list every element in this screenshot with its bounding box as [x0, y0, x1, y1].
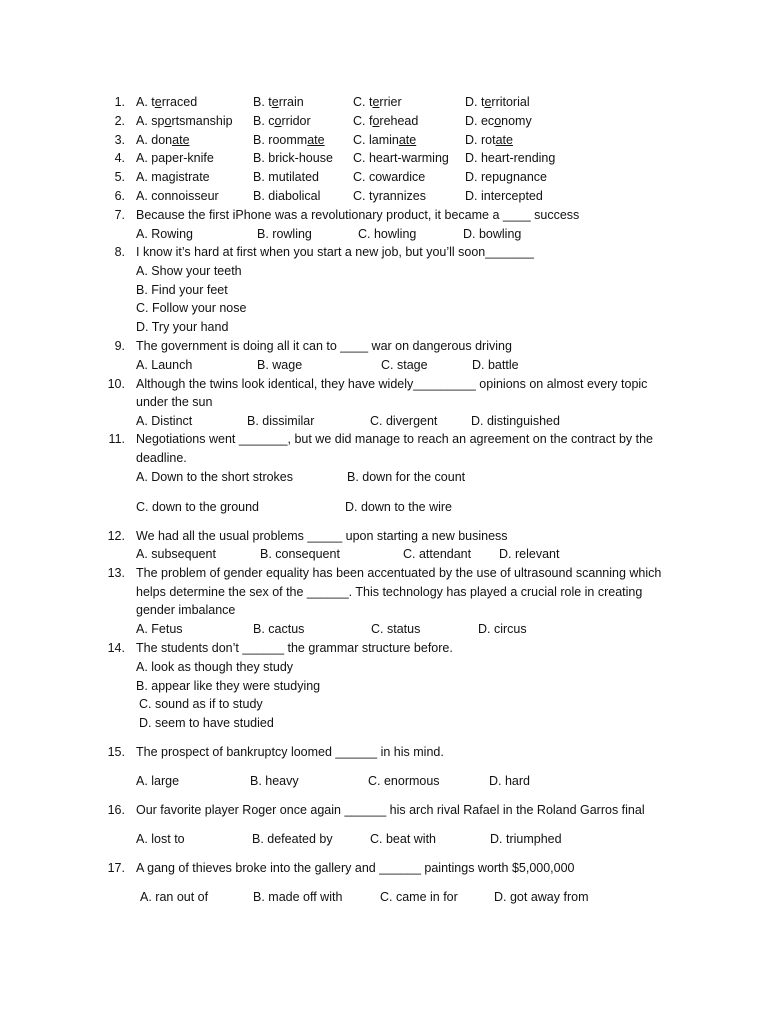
question-stem-line: Our favorite player Roger once again ______ his arch rival Rafael in the Roland Garros final [136, 803, 645, 817]
question-stem-line: Because the first iPhone was a revolutionary product, it became a ____ success [136, 208, 580, 222]
question-stem-line: I know it’s hard at first when you start a new job, but you’ll soon_______ [136, 245, 534, 259]
answer-option[interactable]: D. got away from [494, 890, 589, 904]
question-number: 7. [114, 208, 125, 222]
answer-option[interactable]: B. heavy [250, 774, 299, 788]
answer-option[interactable] [353, 151, 449, 166]
option-text-segment: nomy [501, 114, 532, 128]
option-text-segment: B. roomm [253, 133, 308, 147]
question-stem-line: helps determine the sex of the ______. This technology has played a crucial role in creating [136, 585, 643, 599]
answer-option[interactable]: B. cactus [253, 622, 305, 636]
answer-option[interactable]: B. wage [257, 358, 303, 372]
answer-option[interactable]: A. Down to the short strokes [136, 470, 294, 484]
option-text-segment: A. don [136, 133, 173, 147]
underlined-segment: e [154, 95, 162, 109]
question-number: 5. [114, 170, 125, 184]
question-number: 2. [114, 114, 125, 128]
option-text-segment: D. rot [465, 133, 496, 147]
answer-option[interactable]: D. hard [489, 774, 530, 788]
answer-option[interactable] [353, 114, 418, 129]
option-text-segment: D. t [465, 95, 485, 109]
question-stem-line: deadline. [136, 451, 187, 465]
answer-option[interactable]: C. attendant [403, 547, 472, 561]
answer-option[interactable] [253, 151, 333, 166]
answer-option[interactable] [465, 133, 513, 148]
answer-option[interactable]: A. lost to [136, 832, 185, 846]
option-text-segment: B. diabolical [253, 189, 321, 203]
question-number: 8. [114, 245, 125, 259]
option-text-segment: rraced [161, 95, 198, 109]
underlined-segment: ate [495, 133, 513, 147]
answer-option[interactable]: D. battle [472, 358, 519, 372]
answer-option[interactable]: A. ran out of [140, 890, 209, 904]
answer-option[interactable]: A. look as though they study [136, 660, 294, 674]
option-text-segment: C. tyrannizes [353, 189, 426, 203]
answer-option[interactable] [136, 133, 190, 148]
question-number: 11. [108, 432, 125, 446]
question-number: 9. [114, 339, 125, 353]
answer-option[interactable]: D. Try your hand [136, 320, 229, 334]
question-stem-line: The government is doing all it can to ____ war on dangerous driving [136, 339, 512, 353]
answer-option[interactable]: A. subsequent [136, 547, 216, 561]
answer-option[interactable]: B. rowling [257, 227, 312, 241]
underlined-segment: e [271, 95, 279, 109]
option-text-segment: B. mutilated [253, 170, 320, 184]
answer-option[interactable] [136, 189, 219, 204]
option-text-segment: D. repugnance [465, 170, 548, 184]
answer-option[interactable] [465, 95, 530, 110]
answer-option[interactable]: C. sound as if to study [139, 697, 263, 711]
answer-option[interactable]: B. made off with [253, 890, 343, 904]
answer-option[interactable]: C. status [371, 622, 421, 636]
option-text-segment: A. t [136, 95, 155, 109]
answer-option[interactable]: A. Show your teeth [136, 264, 242, 278]
option-text-segment: rehead [379, 114, 419, 128]
question-number: 4. [114, 151, 125, 165]
question-number: 10. [107, 377, 125, 391]
option-text-segment: C. cowardice [353, 170, 426, 184]
answer-option[interactable]: C. divergent [370, 414, 438, 428]
question-number: 3. [114, 133, 125, 147]
answer-option[interactable] [465, 114, 532, 129]
answer-option[interactable]: C. Follow your nose [136, 301, 247, 315]
option-text-segment: rridor [281, 114, 311, 128]
question-number: 14. [107, 641, 125, 655]
underlined-segment: o [274, 114, 282, 128]
question-stem-line: Negotiations went _______, but we did manage to reach an agreement on the contract by the [136, 432, 654, 446]
answer-option[interactable]: B. Find your feet [136, 283, 228, 297]
question-number: 12. [107, 529, 125, 543]
answer-option[interactable] [353, 189, 426, 204]
answer-option[interactable] [136, 95, 197, 110]
answer-option[interactable]: C. came in for [380, 890, 458, 904]
question-number: 17. [107, 861, 125, 875]
option-text-segment: D. ec [465, 114, 495, 128]
question-stem-line: gender imbalance [136, 603, 236, 617]
answer-option[interactable]: B. appear like they were studying [136, 679, 321, 693]
answer-option[interactable]: A. large [136, 774, 180, 788]
answer-option[interactable]: B. dissimilar [247, 414, 315, 428]
answer-option[interactable] [136, 170, 210, 185]
answer-option[interactable] [353, 170, 425, 185]
answer-option[interactable]: C. down to the ground [136, 500, 259, 514]
answer-option[interactable]: D. bowling [463, 227, 522, 241]
answer-option[interactable]: D. distinguished [471, 414, 560, 428]
answer-option[interactable]: D. triumphed [490, 832, 562, 846]
question-stem-line: Although the twins look identical, they have widely_________ opinions on almost every topic [136, 377, 648, 391]
answer-option[interactable]: A. Distinct [136, 414, 193, 428]
option-text-segment: D. heart-rending [465, 151, 556, 165]
answer-option[interactable]: D. circus [478, 622, 527, 636]
question-stem-line: under the sun [136, 395, 213, 409]
option-text-segment: A. paper-knife [136, 151, 214, 165]
question-number: 6. [114, 189, 125, 203]
question-stem-line: The prospect of bankruptcy loomed ______ in his mind. [136, 745, 444, 759]
answer-option[interactable] [253, 170, 319, 185]
underlined-segment: ate [398, 133, 417, 147]
answer-option[interactable]: D. down to the wire [345, 500, 452, 514]
option-text-segment: C. lamin [353, 133, 399, 147]
answer-option[interactable] [253, 114, 311, 129]
option-text-segment: rritorial [491, 95, 530, 109]
question-number: 15. [107, 745, 125, 759]
option-text-segment: C. t [353, 95, 373, 109]
answer-option[interactable] [353, 95, 402, 110]
underlined-segment: ate [172, 133, 190, 147]
option-text-segment: A. sp [136, 114, 165, 128]
underlined-segment: e [372, 95, 380, 109]
answer-option[interactable] [136, 114, 233, 129]
question-stem-line: We had all the usual problems _____ upon starting a new business [136, 529, 508, 543]
underlined-segment: ate [307, 133, 325, 147]
answer-option[interactable]: C. beat with [370, 832, 437, 846]
option-text-segment: C. f [353, 114, 373, 128]
underlined-segment: o [164, 114, 172, 128]
answer-option[interactable]: C. stage [381, 358, 428, 372]
answer-option[interactable]: B. down for the count [347, 470, 466, 484]
option-text-segment: B. t [253, 95, 272, 109]
underlined-segment: e [484, 95, 492, 109]
option-text-segment: A. magistrate [136, 170, 210, 184]
answer-option[interactable]: B. consequent [260, 547, 340, 561]
answer-option[interactable]: A. Rowing [136, 227, 193, 241]
answer-option[interactable]: C. howling [358, 227, 417, 241]
underlined-segment: o [372, 114, 380, 128]
answer-option[interactable]: D. relevant [499, 547, 560, 561]
question-stem-line: The students don’t ______ the grammar structure before. [136, 641, 453, 655]
answer-option[interactable] [136, 151, 214, 166]
answer-option[interactable]: D. seem to have studied [139, 716, 274, 730]
option-text-segment: rtsmanship [171, 114, 233, 128]
option-text-segment: C. heart-warming [353, 151, 449, 165]
option-text-segment: A. connoisseur [136, 189, 219, 203]
option-text-segment: B. c [253, 114, 275, 128]
answer-option[interactable]: A. Launch [136, 358, 193, 372]
answer-option[interactable]: A. Fetus [136, 622, 183, 636]
option-text-segment: D. intercepted [465, 189, 543, 203]
answer-option[interactable] [465, 170, 547, 185]
option-text-segment: rrier [379, 95, 402, 109]
answer-option[interactable] [465, 151, 555, 166]
underlined-segment: o [494, 114, 502, 128]
answer-option[interactable]: C. enormous [368, 774, 440, 788]
answer-option[interactable] [253, 95, 304, 110]
option-text-segment: rrain [278, 95, 304, 109]
answer-option[interactable] [353, 133, 416, 148]
question-number: 16. [107, 803, 125, 817]
question-stem-line: A gang of thieves broke into the gallery and ______ paintings worth $5,000,000 [136, 861, 575, 875]
answer-option[interactable] [253, 133, 325, 148]
question-number: 13. [107, 566, 125, 580]
answer-option[interactable] [253, 189, 320, 204]
question-number: 1. [114, 95, 125, 109]
question-stem-line: The problem of gender equality has been accentuated by the use of ultrasound scanning which [136, 566, 662, 580]
answer-option[interactable]: B. defeated by [252, 832, 333, 846]
option-text-segment: B. brick-house [253, 151, 333, 165]
answer-option[interactable] [465, 189, 543, 204]
